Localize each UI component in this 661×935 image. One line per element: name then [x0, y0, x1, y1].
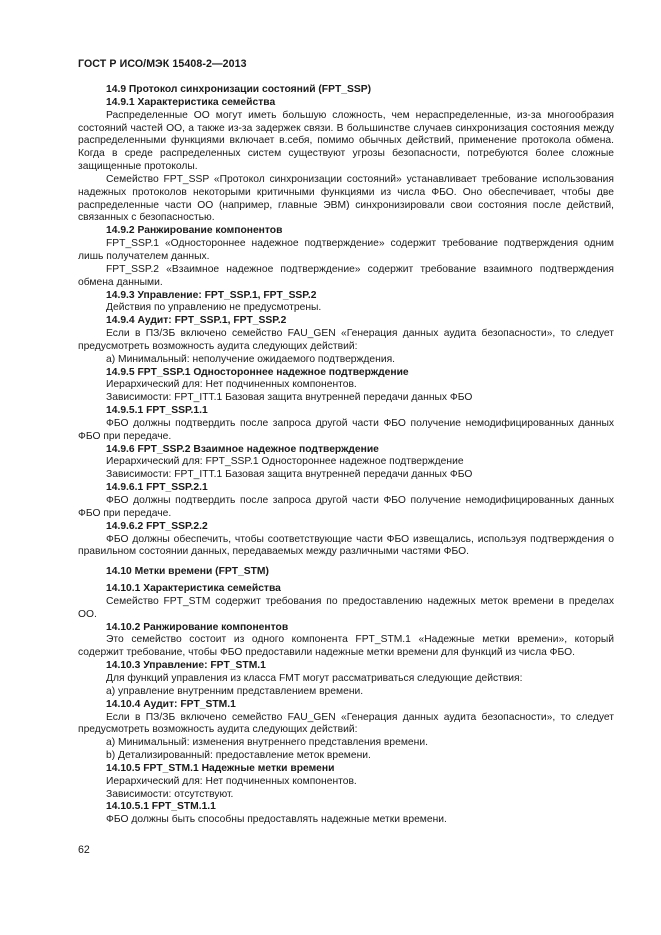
paragraph: Распределенные ОО могут иметь большую сложность, чем нераспределенные, из-за многообразия состояний частей ОО, а также из-за задержек связи. В большинстве случаев синхронизация состояния между распределенными функциями включает в.себя, помимо обычных действий, применение протокола обмена. Когда в среде распределенных систем существуют угрозы безопасности, потребуются более сложные защищенные протоколы.: [78, 109, 614, 173]
document-body: [78, 84, 614, 827]
subsection-heading: 14.9.4 Аудит: FPT_SSP.1, FPT_SSP.2: [106, 315, 287, 327]
subsection-heading: 14.9.6.2 FPT_SSP.2.2: [106, 520, 208, 532]
paragraph: Семейство FPT_STM содержит требования по предоставлению надежных меток времени в пределах ОО.: [78, 595, 614, 620]
subsection-heading: 14.9.1 Характеристика семейства: [106, 96, 276, 108]
paragraph: ФБО должны подтвердить после запроса другой части ФБО получение немодифицированных данных ФБО при передаче.: [78, 495, 614, 519]
text-line: а) Минимальный: изменения внутреннего представления времени.: [106, 737, 428, 749]
subsection-heading: 14.9.2 Ранжирование компонентов: [106, 225, 283, 237]
subsection-heading: 14.10.5.1 FPT_STM.1.1: [106, 801, 216, 813]
text-line: Зависимости: FPT_ITT.1 Базовая защита внутренней передачи данных ФБО: [106, 469, 473, 481]
text-line: а) Минимальный: неполучение ожидаемого подтверждения.: [106, 353, 396, 365]
paragraph: ФБО должны обеспечить, чтобы соответствующие части ФБО извещались, используя подтверждения о правильном состоянии данных, передаваемых между различными частями ФБО.: [78, 533, 614, 558]
text-line: Иерархический для: Нет подчиненных компонентов.: [106, 379, 357, 391]
paragraph: Это семейство состоит из одного компонента FPT_STM.1 «Надежные метки времени», который содержит требование, чтобы ФБО предоставили надежные метки времени для функций из числа ФБО.: [78, 634, 614, 659]
text-line: Иерархический для: FPT_SSP.1 Одностороннее надежное подтверждение: [106, 456, 464, 468]
subsection-heading: 14.9.6.1 FPT_SSP.2.1: [106, 482, 208, 494]
text-line: Для функций управления из класса FMT могут рассматриваться следующие действия:: [106, 672, 523, 684]
text-line: b) Детализированный: предоставление меток времени.: [106, 750, 371, 762]
text-line: Иерархический для: Нет подчиненных компонентов.: [106, 775, 357, 787]
text-line: Зависимости: отсутствуют.: [106, 788, 234, 800]
subsection-heading: 14.10.2 Ранжирование компонентов: [106, 621, 289, 633]
paragraph: Семейство FPT_SSP «Протокол синхронизации состояний» устанавливает требование использования надежных протоколов некоторыми критичными функциями из числа ФБО. Оно обеспечивает, чтобы две распределенные части ОО (например, главные ЭВМ) синхронизировали свои состояния после действий, связанных с безопасностью.: [78, 173, 614, 224]
subsection-heading: 14.9.5 FPT_SSP.1 Одностороннее надежное подтверждение: [106, 366, 409, 378]
section-heading: 14.9 Протокол синхронизации состояний (FPT_SSP): [106, 84, 372, 95]
text-line: Зависимости: FPT_ITT.1 Базовая защита внутренней передачи данных ФБО: [106, 392, 473, 404]
paragraph: Если в ПЗ/ЗБ включено семейство FAU_GEN «Генерация данных аудита безопасности», то следует предусмотреть возможность аудита следующих действий:: [78, 328, 614, 352]
section-heading: 14.10 Метки времени (FPT_STM): [106, 566, 269, 578]
page-number: 62: [78, 844, 90, 856]
paragraph: Если в ПЗ/ЗБ включено семейство FAU_GEN «Генерация данных аудита безопасности», то следует предусмотреть возможность аудита следующих действий:: [78, 711, 614, 736]
subsection-heading: 14.10.3 Управление: FPT_STM.1: [106, 660, 266, 672]
text-line: ФБО должны быть способны предоставлять надежные метки времени.: [106, 814, 447, 826]
subsection-heading: 14.10.1 Характеристика семейства: [106, 583, 281, 595]
subsection-heading: 14.9.6 FPT_SSP.2 Взаимное надежное подтверждение: [106, 443, 379, 455]
paragraph: ФБО должны подтвердить после запроса другой части ФБО получение немодифицированных данных ФБО при передаче.: [78, 417, 614, 442]
subsection-heading: 14.9.5.1 FPT_SSP.1.1: [106, 405, 208, 417]
paragraph: FPT_SSP.2 «Взаимное надежное подтверждение» содержит требование взаимного подтверждения обмена данными.: [78, 263, 614, 288]
subsection-heading: 14.9.3 Управление: FPT_SSP.1, FPT_SSP.2: [106, 289, 317, 301]
subsection-heading: 14.10.4 Аудит: FPT_STM.1: [106, 698, 236, 710]
subsection-heading: 14.10.5 FPT_STM.1 Надежные метки времени: [106, 762, 335, 774]
paragraph: FPT_SSP.1 «Одностороннее надежное подтверждение» содержит требование подтверждения одним лишь получателем данных.: [78, 238, 614, 262]
document-header: ГОСТ Р ИСО/МЭК 15408-2—2013: [78, 58, 247, 70]
text-line: Действия по управлению не предусмотрены.: [106, 302, 322, 314]
text-line: а) управление внутренним представлением времени.: [106, 685, 364, 697]
